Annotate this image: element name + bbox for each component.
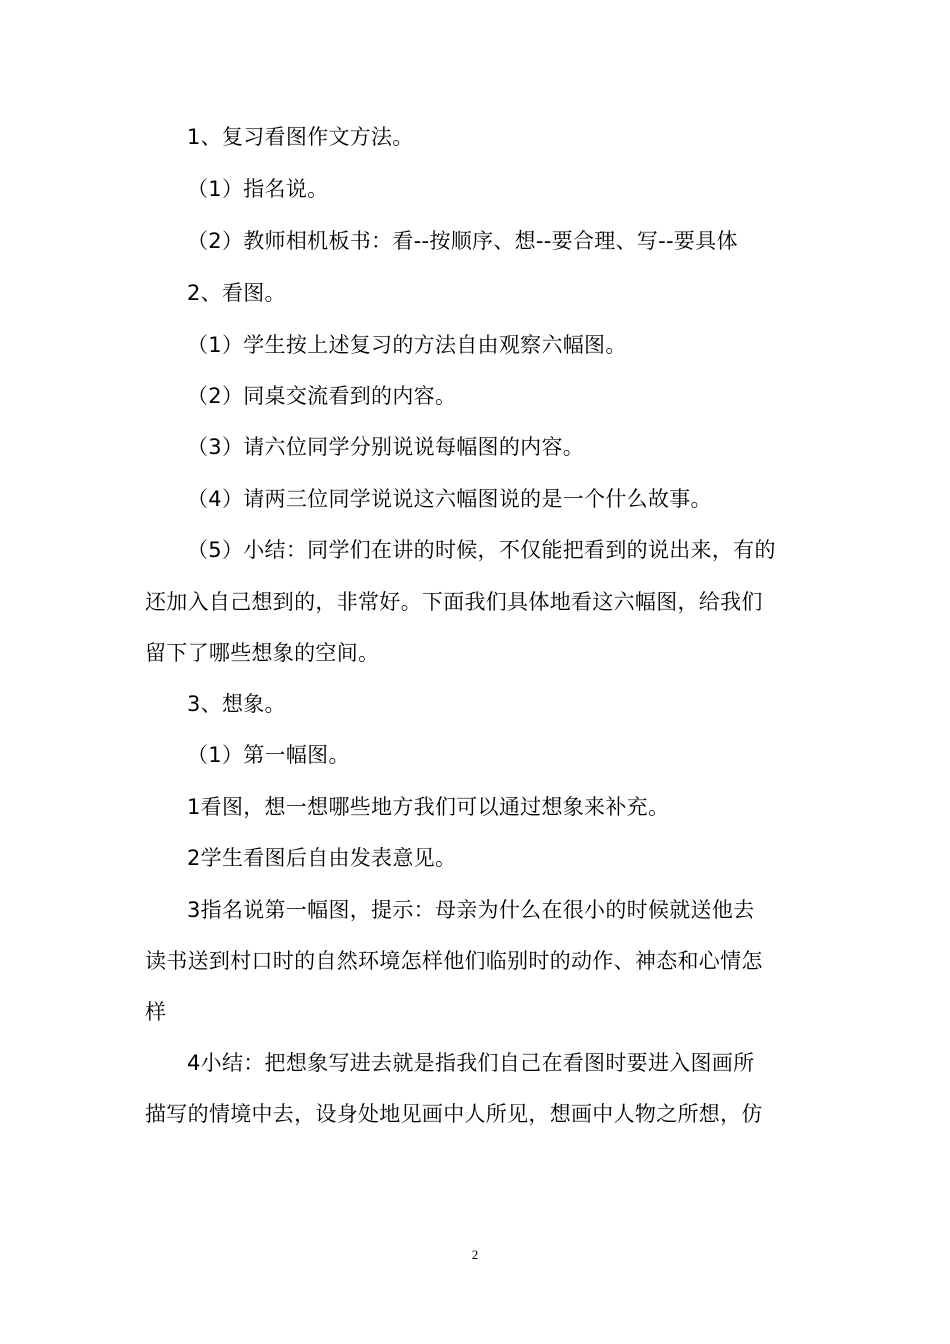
list-item: （2）教师相机板书：看--按顺序、想--要合理、写--要具体 <box>187 229 738 253</box>
paragraph-line: 4小结：把想象写进去就是指我们自己在看图时要进入图画所 <box>187 1051 755 1075</box>
list-item: （1）指名说。 <box>187 177 329 201</box>
list-item: （1）学生按上述复习的方法自由观察六幅图。 <box>187 333 627 357</box>
paragraph-line: 还加入自己想到的，非常好。下面我们具体地看这六幅图，给我们 <box>145 590 763 614</box>
page-number: 2 <box>471 1247 479 1262</box>
paragraph-line: 读书送到村口时的自然环境怎样他们临别时的动作、神态和心情怎 <box>145 949 763 973</box>
list-item: （3）请六位同学分别说说每幅图的内容。 <box>187 435 585 459</box>
paragraph-line: 样 <box>145 1000 167 1024</box>
list-item: 1看图，想一想哪些地方我们可以通过想象来补充。 <box>187 795 670 819</box>
list-item: （1）第一幅图。 <box>187 743 350 767</box>
heading-look-at-pictures: 2、看图。 <box>187 281 286 305</box>
list-item: （4）请两三位同学说说这六幅图说的是一个什么故事。 <box>187 487 712 511</box>
paragraph-line: （5）小结：同学们在讲的时候，不仅能把看到的说出来，有的 <box>187 538 776 562</box>
paragraph-line: 留下了哪些想象的空间。 <box>145 641 380 665</box>
list-item: 2学生看图后自由发表意见。 <box>187 846 457 870</box>
heading-imagine: 3、想象。 <box>187 692 286 716</box>
paragraph-line: 3指名说第一幅图，提示：母亲为什么在很小的时候就送他去 <box>187 898 755 922</box>
heading-review-method: 1、复习看图作文方法。 <box>187 125 414 149</box>
paragraph-line: 描写的情境中去，设身处地见画中人所见，想画中人物之所想，仿 <box>145 1102 763 1126</box>
list-item: （2）同桌交流看到的内容。 <box>187 384 457 408</box>
